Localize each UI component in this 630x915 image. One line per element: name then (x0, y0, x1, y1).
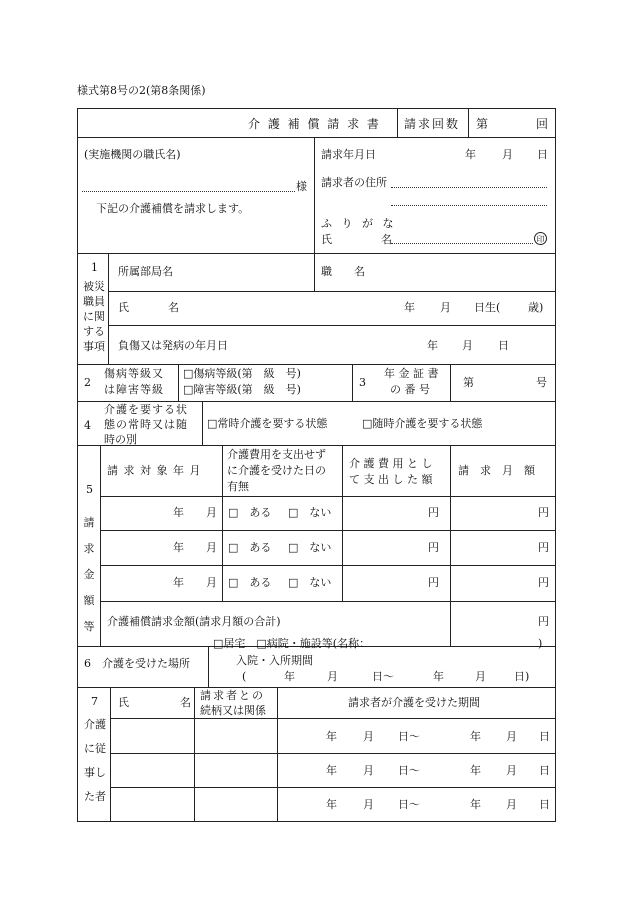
seal-mark: 印 (534, 232, 547, 245)
care-state-label-3: 時の別 (104, 433, 137, 446)
care-place-label: 6 介護を受けた場所 (84, 657, 190, 670)
p3-from-month: 月 (363, 798, 374, 811)
occasional-care-checkbox: □随時介護を要する状態 (362, 417, 483, 430)
form-title: 介 護 補 償 請 求 書 (248, 117, 381, 131)
row1-month: 月 (206, 506, 217, 519)
constant-care-checkbox: □常時介護を要する状態 (207, 417, 328, 430)
p2-from-day: 日～ (398, 764, 420, 777)
col-unpaid-header-1: 介護費用を支出せず (227, 448, 326, 461)
pension-cert-label-2: の 番 号 (390, 383, 430, 396)
cert-prefix: 第 (463, 376, 474, 389)
victim-name-shi: 氏 (118, 301, 129, 314)
section7-side-label: 介護に従事した者 (84, 718, 106, 803)
row2-no-checkbox: □ ない (288, 541, 332, 554)
row1-year: 年 (173, 506, 184, 519)
victim-name-mei: 名 (168, 301, 179, 314)
p1-from-day: 日～ (398, 730, 420, 743)
p2-to-year: 年 (470, 764, 481, 777)
row3-month: 月 (206, 576, 217, 589)
row3-yes-checkbox: □ ある (228, 576, 272, 589)
p3-to-year: 年 (470, 798, 481, 811)
grade-label-1: 傷病等級又 (104, 367, 164, 380)
section5-side-label: 請求金額等 (83, 516, 95, 633)
request-text: 下記の介護補償を請求します。 (96, 202, 250, 215)
row2-yes-checkbox: □ ある (228, 541, 272, 554)
p2-from-year: 年 (326, 764, 337, 777)
stay-to-day: 日) (514, 670, 530, 683)
col-unpaid-header-2: に介護を受けた日の (227, 464, 326, 477)
stay-to-month: 月 (475, 670, 486, 683)
stay-from-year: 年 (284, 670, 295, 683)
place-name-close: ) (538, 637, 543, 650)
col-unpaid-header-3: 有無 (227, 480, 249, 493)
count-prefix: 第 (476, 117, 489, 131)
p1-from-year: 年 (326, 730, 337, 743)
injury-year: 年 (427, 339, 438, 352)
relation-header-1: 請求者との (200, 689, 265, 702)
row3-amount-yen: 円 (538, 576, 549, 589)
caregiver-name-shi: 氏 (118, 696, 129, 709)
p1-to-year: 年 (470, 730, 481, 743)
furigana-label: ふ り が な (321, 217, 397, 230)
section1-number: 1 (91, 261, 98, 274)
caregiver-name-mei: 名 (180, 696, 191, 709)
p3-to-day: 日 (539, 798, 550, 811)
main-table (77, 137, 556, 822)
row1-amount-yen: 円 (538, 506, 549, 519)
col-expense-header-1: 介 護 費 用 と し (349, 457, 433, 470)
date-month: 月 (502, 148, 513, 161)
address-label: 請求者の住所 (321, 176, 387, 189)
care-state-label-1: 介護を要する状 (104, 403, 188, 416)
row1-no-checkbox: □ ない (288, 506, 332, 519)
birth-month: 月 (440, 301, 451, 314)
section5-number: 5 (86, 483, 93, 496)
total-label: 介護補償請求金額(請求月額の合計) (107, 615, 281, 628)
col-expense-header-2: て 支 出 し た 額 (349, 473, 433, 486)
care-period-header: 請求者が介護を受けた期間 (348, 696, 480, 709)
injury-date-label: 負傷又は発病の年月日 (118, 339, 228, 352)
count-suffix: 回 (536, 117, 549, 131)
age: 歳) (528, 301, 544, 314)
p3-to-month: 月 (506, 798, 517, 811)
col-amount-header: 請 求 月 額 (458, 464, 535, 477)
request-date-label: 請求年月日 (321, 148, 376, 161)
date-year: 年 (465, 148, 476, 161)
p2-to-day: 日 (539, 764, 550, 777)
p1-from-month: 月 (363, 730, 374, 743)
position-label: 職 名 (321, 265, 365, 278)
section3-number: 3 (359, 376, 366, 389)
department-label: 所属部局名 (118, 265, 173, 278)
sickness-grade-checkbox: □傷病等級(第 級 号) (183, 367, 301, 380)
row3-no-checkbox: □ ない (288, 576, 332, 589)
stay-open-paren: ( (242, 670, 247, 683)
grade-label-2: は障害等級 (104, 383, 164, 396)
p3-from-day: 日～ (398, 798, 420, 811)
stay-period-label: 入院・入所期間 (236, 654, 313, 667)
section1-side-label: 被災職員に関する事項 (83, 280, 105, 353)
stay-from-day: 日～ (372, 670, 394, 683)
injury-day: 日 (498, 339, 509, 352)
place-home-checkbox: □居宅 □病院・施設等(名称： (213, 637, 371, 650)
total-yen: 円 (538, 615, 549, 628)
col-period-header: 請 求 対 象 年 月 (107, 464, 202, 477)
p2-to-month: 月 (506, 764, 517, 777)
name-label-shi: 氏 (321, 233, 332, 246)
birth-day: 日生( (474, 301, 501, 314)
official-label: (実施機関の職氏名) (84, 148, 181, 161)
sama: 様 (296, 180, 307, 193)
care-state-label-2: 態の常時又は随 (104, 418, 188, 431)
injury-month: 月 (462, 339, 473, 352)
row1-yes-checkbox: □ ある (228, 506, 272, 519)
count-label: 請求回数 (404, 117, 461, 131)
disability-grade-checkbox: □障害等級(第 級 号) (183, 383, 301, 396)
stay-to-year: 年 (433, 670, 444, 683)
pension-cert-label-1: 年 金 証 書 (384, 367, 439, 380)
row1-expense-yen: 円 (428, 506, 439, 519)
row2-month: 月 (206, 541, 217, 554)
date-day: 日 (537, 148, 548, 161)
row3-expense-yen: 円 (428, 576, 439, 589)
p3-from-year: 年 (326, 798, 337, 811)
stay-from-month: 月 (327, 670, 338, 683)
relation-header-2: 続柄又は関係 (200, 704, 266, 717)
p1-to-day: 日 (539, 730, 550, 743)
p2-from-month: 月 (363, 764, 374, 777)
row2-year: 年 (173, 541, 184, 554)
name-label-mei: 名 (381, 233, 392, 246)
p1-to-month: 月 (506, 730, 517, 743)
birth-year: 年 (404, 301, 415, 314)
row2-expense-yen: 円 (428, 541, 439, 554)
row3-year: 年 (173, 576, 184, 589)
section4-number: 4 (84, 419, 91, 432)
section2-number: 2 (84, 376, 91, 389)
row2-amount-yen: 円 (538, 541, 549, 554)
form-number: 様式第8号の2(第8条関係) (77, 84, 206, 97)
section7-number: 7 (91, 695, 98, 708)
cert-suffix: 号 (536, 376, 547, 389)
